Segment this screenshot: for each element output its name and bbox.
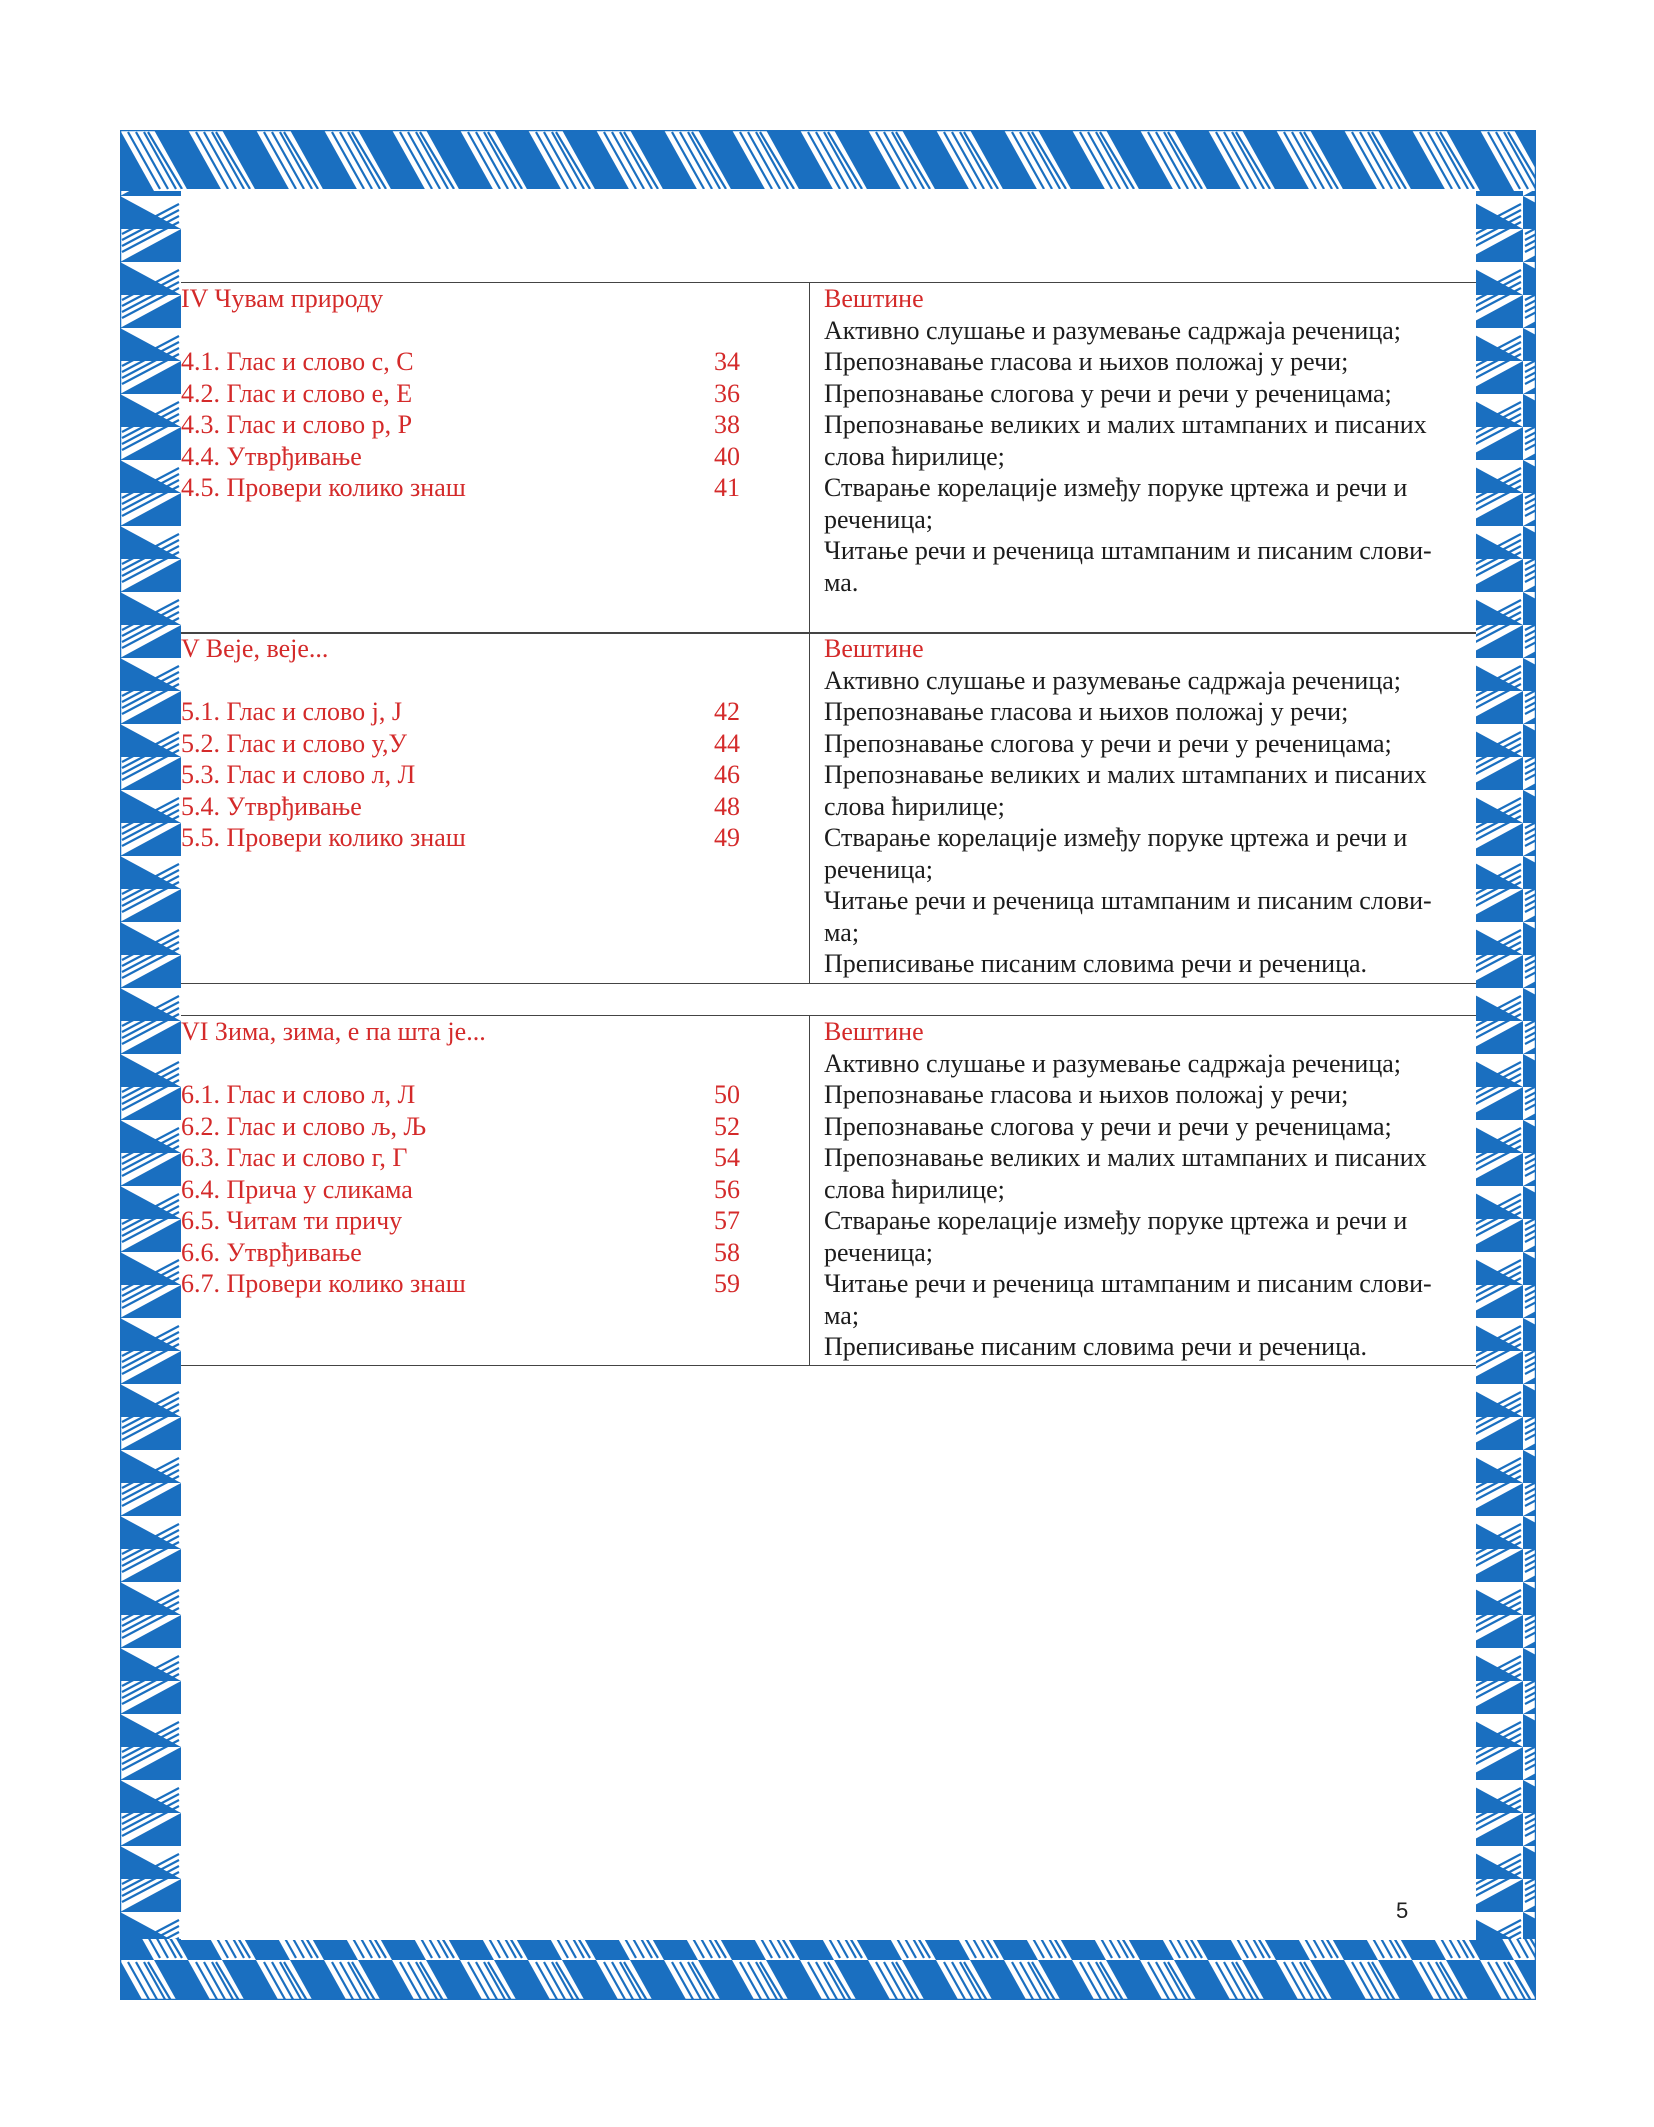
skill-line: Стварање корелације између поруке цртежа и речи и bbox=[824, 1206, 1408, 1235]
skill-line: слова ћирилице; bbox=[824, 1174, 1005, 1204]
lesson-label: 6.7. Провери колико знаш bbox=[181, 1269, 466, 1298]
lesson-entry bbox=[181, 791, 754, 823]
lesson-label: 5.2. Глас и слово у,У bbox=[181, 728, 407, 758]
lesson-entry bbox=[181, 409, 754, 441]
skill-line: Препознавање слогова у речи и речи у реченицама; bbox=[824, 728, 1392, 758]
lesson-entry bbox=[181, 1205, 754, 1237]
page-number: 5 bbox=[1396, 1898, 1409, 1923]
unit-title: V Веје, веје... bbox=[181, 634, 329, 663]
skill-line: Препознавање слогова у речи и речи у реченицама; bbox=[824, 1111, 1392, 1141]
lesson-entry bbox=[181, 822, 754, 854]
lesson-label: 6.1. Глас и слово л, Л bbox=[181, 1080, 416, 1109]
lesson-label: 4.5. Провери колико знаш bbox=[181, 473, 466, 502]
skill-line: Читање речи и реченица штампаним и писаним слови- bbox=[824, 1269, 1432, 1298]
lesson-page-number: 49 bbox=[714, 823, 740, 852]
skill-line: Препознавање великих и малих штампаних и писаних bbox=[824, 410, 1427, 439]
lesson-page-number: 57 bbox=[714, 1206, 740, 1235]
lesson-label: 4.4. Утврђивање bbox=[181, 441, 362, 471]
lesson-page-number: 42 bbox=[714, 697, 740, 726]
skill-line: Активно слушање и разумевање садржаја реченица; bbox=[824, 665, 1402, 695]
skill-line: слова ћирилице; bbox=[824, 791, 1005, 821]
skill-line: Активно слушање и разумевање садржаја реченица; bbox=[824, 1048, 1402, 1078]
lesson-page-number: 44 bbox=[714, 728, 740, 758]
lesson-entry bbox=[181, 441, 754, 473]
skill-line: ма. bbox=[824, 567, 859, 597]
lesson-entry bbox=[181, 728, 754, 760]
skill-line: Препознавање слогова у речи и речи у реченицама; bbox=[824, 378, 1392, 408]
lesson-page-number: 38 bbox=[714, 410, 740, 439]
lesson-entry bbox=[181, 1237, 754, 1269]
unit-table bbox=[181, 632, 1476, 984]
skill-line: реченица; bbox=[824, 1237, 934, 1267]
lesson-entry bbox=[181, 1174, 754, 1206]
lesson-label: 4.3. Глас и слово р, Р bbox=[181, 410, 413, 439]
lesson-label: 4.2. Глас и слово е, Е bbox=[181, 378, 413, 408]
lesson-page-number: 59 bbox=[714, 1269, 740, 1298]
lesson-page-number: 48 bbox=[714, 791, 740, 821]
skills-column bbox=[810, 633, 1477, 984]
skill-line: Препознавање великих и малих штампаних и писаних bbox=[824, 760, 1427, 789]
lesson-page-number: 41 bbox=[714, 473, 740, 502]
lesson-page-number: 40 bbox=[714, 441, 740, 471]
skill-line: реченица; bbox=[824, 504, 934, 534]
lessons-column bbox=[181, 283, 810, 634]
lesson-entry bbox=[181, 696, 754, 728]
lesson-entry bbox=[181, 378, 754, 410]
skills-column bbox=[810, 283, 1477, 634]
lesson-entry bbox=[181, 1142, 754, 1174]
skill-line: Препознавање гласова и њихов положај у речи; bbox=[824, 1080, 1349, 1109]
lesson-page-number: 36 bbox=[714, 378, 740, 408]
lesson-page-number: 34 bbox=[714, 347, 740, 376]
skill-line: Препознавање гласова и њихов положај у речи; bbox=[824, 347, 1349, 376]
skill-line: Преписивање писаним словима речи и реченица. bbox=[824, 949, 1368, 978]
skill-line: слова ћирилице; bbox=[824, 441, 1005, 471]
lesson-entry bbox=[181, 1268, 754, 1300]
skill-line: Препознавање великих и малих штампаних и писаних bbox=[824, 1143, 1427, 1172]
skills-heading: Вештине bbox=[824, 284, 924, 313]
skill-line: Читање речи и реченица штампаним и писаним слови- bbox=[824, 536, 1432, 565]
lesson-entry bbox=[181, 759, 754, 791]
lesson-label: 6.4. Прича у сликама bbox=[181, 1174, 413, 1204]
lesson-page-number: 50 bbox=[714, 1080, 740, 1109]
lesson-entry bbox=[181, 1079, 754, 1111]
lesson-entry bbox=[181, 1111, 754, 1143]
skill-line: Стварање корелације између поруке цртежа и речи и bbox=[824, 823, 1408, 852]
lesson-label: 5.4. Утврђивање bbox=[181, 791, 362, 821]
lesson-entry bbox=[181, 346, 754, 378]
lesson-label: 6.3. Глас и слово г, Г bbox=[181, 1143, 408, 1172]
skill-line: ма; bbox=[824, 917, 860, 947]
lesson-page-number: 56 bbox=[714, 1174, 740, 1204]
skill-line: Читање речи и реченица штампаним и писаним слови- bbox=[824, 886, 1432, 915]
skill-line: Стварање корелације између поруке цртежа и речи и bbox=[824, 473, 1408, 502]
lesson-label: 5.1. Глас и слово ј, Ј bbox=[181, 697, 402, 726]
unit-title: IV Чувам природу bbox=[181, 284, 384, 313]
lessons-column bbox=[181, 1016, 810, 1366]
lesson-label: 6.6. Утврђивање bbox=[181, 1237, 362, 1267]
skill-line: Преписивање писаним словима речи и реченица. bbox=[824, 1332, 1368, 1361]
unit-table bbox=[181, 1015, 1476, 1366]
skill-line: ма; bbox=[824, 1300, 860, 1330]
unit-table bbox=[181, 282, 1476, 634]
skills-heading: Вештине bbox=[824, 1017, 924, 1046]
lesson-page-number: 46 bbox=[714, 760, 740, 789]
lessons-column bbox=[181, 633, 810, 984]
lesson-label: 5.3. Глас и слово л, Л bbox=[181, 760, 416, 789]
lesson-page-number: 54 bbox=[714, 1143, 740, 1172]
skills-column bbox=[810, 1016, 1477, 1366]
lesson-entry bbox=[181, 472, 754, 504]
unit-title: VI Зима, зима, е па шта је... bbox=[181, 1017, 486, 1046]
skill-line: Активно слушање и разумевање садржаја реченица; bbox=[824, 315, 1402, 345]
lesson-label: 6.5. Читам ти причу bbox=[181, 1206, 403, 1235]
lesson-label: 6.2. Глас и слово љ, Љ bbox=[181, 1111, 427, 1141]
skill-line: Препознавање гласова и њихов положај у речи; bbox=[824, 697, 1349, 726]
skills-heading: Вештине bbox=[824, 634, 924, 663]
lesson-label: 5.5. Провери колико знаш bbox=[181, 823, 466, 852]
lesson-page-number: 58 bbox=[714, 1237, 740, 1267]
lesson-label: 4.1. Глас и слово с, С bbox=[181, 347, 414, 376]
skill-line: реченица; bbox=[824, 854, 934, 884]
lesson-page-number: 52 bbox=[714, 1111, 740, 1141]
